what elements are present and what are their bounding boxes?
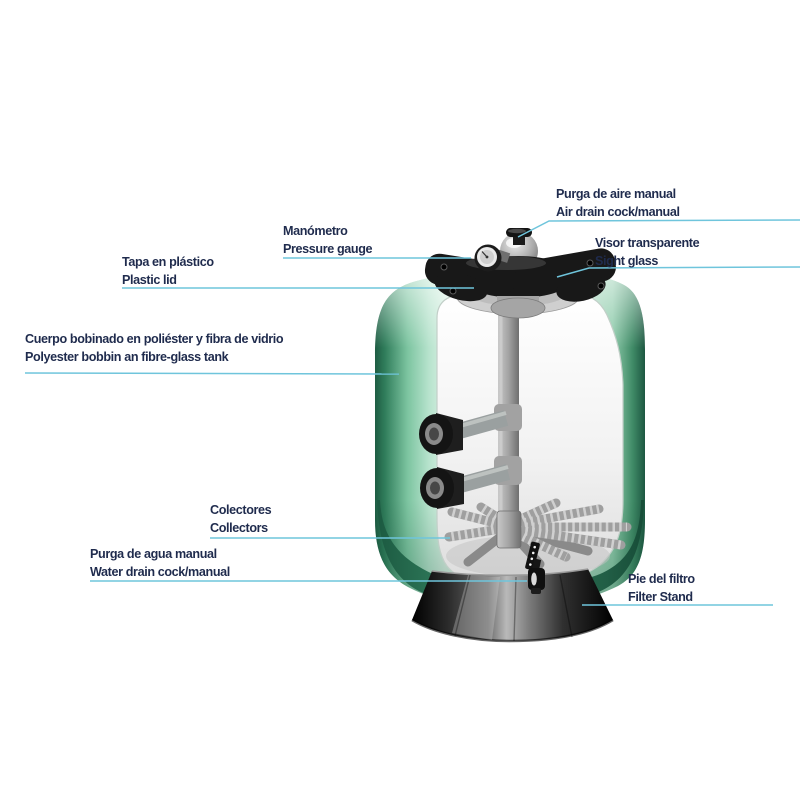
label-water-drain (90, 545, 230, 580)
label-pressure-gauge-en: Pressure gauge (283, 240, 373, 256)
label-tank-body (25, 330, 283, 365)
label-tank-body-es: Cuerpo bobinado en poliéster y fibra de vidrio (25, 331, 284, 346)
label-filter-stand (628, 570, 695, 605)
label-sight-glass (595, 234, 699, 269)
collector-hub (497, 511, 521, 548)
leader-tank-body (25, 373, 399, 374)
label-plastic-lid-es: Tapa en plástico (122, 254, 214, 269)
label-collectors (210, 501, 271, 536)
label-plastic-lid (122, 253, 214, 288)
lower-port-flange (420, 467, 464, 509)
label-water-drain-es: Purga de agua manual (90, 546, 217, 561)
label-tank-body-en: Polyester bobbin an fibre-glass tank (25, 348, 229, 364)
lid-lower-fitting (491, 296, 545, 318)
upper-port-flange (419, 413, 463, 455)
label-sight-glass-es: Visor transparente (595, 235, 700, 250)
label-air-drain-es: Purga de aire manual (556, 186, 676, 201)
label-air-drain (556, 185, 680, 220)
label-pressure-gauge-es: Manómetro (283, 223, 348, 238)
label-filter-stand-en: Filter Stand (628, 588, 693, 604)
label-collectors-en: Collectors (210, 519, 268, 535)
label-sight-glass-en: Sight glass (595, 252, 659, 268)
label-air-drain-en: Air drain cock/manual (556, 203, 680, 219)
label-water-drain-en: Water drain cock/manual (90, 563, 230, 579)
label-plastic-lid-en: Plastic lid (122, 271, 177, 287)
label-collectors-es: Colectores (210, 502, 272, 517)
label-pressure-gauge (283, 222, 372, 257)
label-filter-stand-es: Pie del filtro (628, 571, 695, 586)
